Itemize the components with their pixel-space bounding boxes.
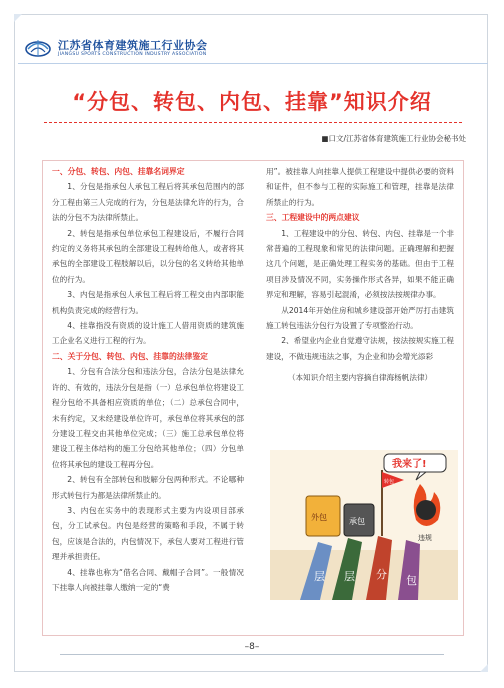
- paragraph: 3、内包是指承包人承包工程后将工程交由内部职能机构负责完成的经营行为。: [52, 290, 244, 315]
- paragraph: 用”。被挂靠人向挂靠人提供工程建设中提供必要的资料和证件，但不参与工程的实际施工和管理，挂靠是法律所禁止的行为。: [266, 167, 454, 207]
- paragraph: 4、挂靠也称为“借名合同、戴帽子合同”。一般情况下挂靠人向被挂靠人缴纳一定的“费: [52, 567, 244, 592]
- article-title: “分包、转包、内包、挂靠”知识介绍: [72, 90, 432, 114]
- paragraph: 1、分包是指承包人承包工程后将其承包范围内的部分工程由第三人完成的行为，分包是法律允许的行为，合法的分包不为法律所禁止。: [52, 182, 244, 223]
- header-divider: [18, 63, 488, 64]
- page-header: [18, 34, 478, 64]
- paragraph: 3、内包在实务中的表现形式主要为内设项目部承包，分工试承包。内包是经营的策略和手段，不属于转包，应该是合法的，内包情况下，承包人要对工程进行管理并承担责任。: [52, 505, 244, 562]
- paragraph: 2、希望业内企业自觉遵守法规，按法按规实施工程建设，不做违规违法之事，为企业和协会增光添彩: [266, 336, 454, 361]
- hand-label: 分: [376, 568, 387, 581]
- flag-label: 转包: [384, 479, 395, 485]
- paragraph: 2、转包有全部转包和肢解分包两种形式。不论哪种形式转包行为都是法律所禁止的。: [52, 475, 244, 500]
- paragraph: 1、分包有合法分包和违法分包，合法分包是法律允许的、有效的，违法分包是指（一）总承包单位将建设工程分包给不具备相应资质的单位；（二）总承包合同中，未有约定，又未经建设单位许可，承包单位将其承包的部分建设工程交由其他单位完成；（三）施工总承包单位将建设工程主体结构的施工分包给其他单位；（四）分包单位将其承包的建设工程再分包。: [52, 367, 244, 469]
- org-name: 江苏省体育建筑施工行业协会: [58, 39, 208, 52]
- hand-label: 层: [344, 570, 355, 583]
- bomb: [416, 500, 436, 520]
- section-heading-legal: 二、关于分包、转包、内包、挂靠的法律鉴定: [52, 351, 208, 361]
- title-divider: [44, 122, 462, 123]
- left-column: [52, 164, 244, 595]
- box-label: 外包: [311, 513, 327, 522]
- hand-label: 包: [406, 574, 417, 587]
- hand-label: 层: [314, 570, 325, 583]
- paragraph: 2、转包是指承包单位承包工程建设后，不履行合同约定的义务将其承包的全部建设工程转给他人，或者将其承包的全部建设工程肢解以后，以分包的名义转给其他单位的行为。: [52, 228, 244, 284]
- corner-decoration: [14, 14, 22, 22]
- bag-label: 承包: [349, 517, 365, 526]
- article-byline: ■口文/江苏省体育建筑施工行业协会秘书处: [321, 134, 466, 143]
- cartoon-ground: [270, 550, 458, 600]
- corner-decoration: [480, 664, 488, 672]
- paragraph: 1、工程建设中的分包、转包、内包、挂靠是一个非常普遍的工程现象和常见的法律问题。正确理解和把握这几个问题，是正确处理工程实务的基础。但由于工程项目涉及情况不同，实务操作形式各异，如果不能正确界定和理解，容易引起混淆，必须按法按规律办事。: [266, 228, 454, 300]
- paragraph: 4、挂靠指没有资质的设计施工人借用资质的建筑施工企业名义进行工程的行为。: [52, 321, 244, 346]
- speech-text: 我来了!: [392, 459, 427, 470]
- sign-label: 违规: [418, 534, 432, 542]
- page-number: –8–: [244, 642, 260, 652]
- cartoon-illustration: [270, 450, 458, 600]
- right-column: [266, 164, 454, 386]
- org-name-english: JIANGSU SPORTS CONSTRUCTION INDUSTRY ASSOCIATION: [58, 52, 207, 57]
- paragraph: 从2014年开始住房和城乡建设部开始严厉打击建筑施工转包违法分包行为设置了专项整治行动。: [266, 305, 454, 331]
- association-logo-icon: [24, 36, 52, 58]
- section-heading-suggestions: 三、工程建设中的两点建议: [266, 213, 360, 223]
- section-heading-definitions: 一、分包、转包、内包、挂靠名词界定: [52, 167, 185, 176]
- footer-divider: [60, 654, 444, 655]
- source-note: （本知识介绍主要内容摘自律海杨帆法律）: [287, 373, 433, 383]
